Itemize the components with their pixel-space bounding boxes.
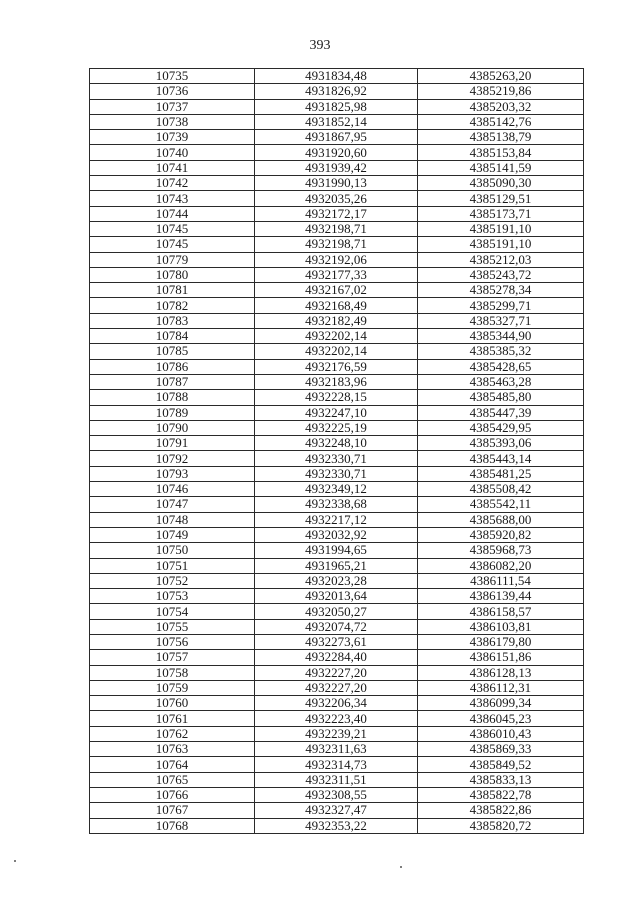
table-body (90, 69, 584, 834)
x-coordinate-cell: 4931965,21 (255, 558, 418, 573)
table-row (90, 344, 584, 359)
table-row (90, 69, 584, 84)
x-coordinate-cell: 4932338,68 (255, 497, 418, 512)
point-number-cell: 10742 (90, 176, 255, 191)
x-coordinate-cell: 4932311,51 (255, 772, 418, 787)
point-number-cell: 10756 (90, 634, 255, 649)
table-row (90, 283, 584, 298)
y-coordinate-cell: 4385263,20 (418, 69, 584, 84)
table-row (90, 237, 584, 252)
table-row (90, 512, 584, 527)
point-number-cell: 10793 (90, 466, 255, 481)
table-row (90, 527, 584, 542)
table-row (90, 359, 584, 374)
table-row (90, 818, 584, 833)
y-coordinate-cell: 4385142,76 (418, 114, 584, 129)
y-coordinate-cell: 4385508,42 (418, 482, 584, 497)
y-coordinate-cell: 4385191,10 (418, 221, 584, 236)
table-row (90, 665, 584, 680)
table-row (90, 405, 584, 420)
y-coordinate-cell: 4385203,32 (418, 99, 584, 114)
point-number-cell: 10786 (90, 359, 255, 374)
coordinates-table (89, 68, 584, 834)
x-coordinate-cell: 4932172,17 (255, 206, 418, 221)
point-number-cell: 10761 (90, 711, 255, 726)
y-coordinate-cell: 4385542,11 (418, 497, 584, 512)
x-coordinate-cell: 4932192,06 (255, 252, 418, 267)
point-number-cell: 10746 (90, 482, 255, 497)
point-number-cell: 10758 (90, 665, 255, 680)
table-row (90, 191, 584, 206)
y-coordinate-cell: 4386179,80 (418, 634, 584, 649)
table-row (90, 451, 584, 466)
x-coordinate-cell: 4932349,12 (255, 482, 418, 497)
point-number-cell: 10762 (90, 726, 255, 741)
table-row (90, 680, 584, 695)
point-number-cell: 10782 (90, 298, 255, 313)
point-number-cell: 10767 (90, 803, 255, 818)
table-row (90, 374, 584, 389)
table-row (90, 313, 584, 328)
x-coordinate-cell: 4932035,26 (255, 191, 418, 206)
table-row (90, 619, 584, 634)
table-row (90, 604, 584, 619)
point-number-cell: 10780 (90, 267, 255, 282)
table-row (90, 298, 584, 313)
x-coordinate-cell: 4932247,10 (255, 405, 418, 420)
x-coordinate-cell: 4931994,65 (255, 543, 418, 558)
y-coordinate-cell: 4385849,52 (418, 757, 584, 772)
x-coordinate-cell: 4931920,60 (255, 145, 418, 160)
x-coordinate-cell: 4932177,33 (255, 267, 418, 282)
point-number-cell: 10748 (90, 512, 255, 527)
x-coordinate-cell: 4932032,92 (255, 527, 418, 542)
point-number-cell: 10781 (90, 283, 255, 298)
y-coordinate-cell: 4385138,79 (418, 130, 584, 145)
x-coordinate-cell: 4932206,34 (255, 696, 418, 711)
y-coordinate-cell: 4386099,34 (418, 696, 584, 711)
x-coordinate-cell: 4931990,13 (255, 176, 418, 191)
x-coordinate-cell: 4932273,61 (255, 634, 418, 649)
scan-speck (400, 866, 402, 868)
y-coordinate-cell: 4386158,57 (418, 604, 584, 619)
table-row (90, 589, 584, 604)
y-coordinate-cell: 4385920,82 (418, 527, 584, 542)
point-number-cell: 10741 (90, 160, 255, 175)
y-coordinate-cell: 4385822,78 (418, 787, 584, 802)
table-row (90, 436, 584, 451)
y-coordinate-cell: 4385327,71 (418, 313, 584, 328)
x-coordinate-cell: 4932353,22 (255, 818, 418, 833)
y-coordinate-cell: 4385212,03 (418, 252, 584, 267)
table-row (90, 787, 584, 802)
x-coordinate-cell: 4931826,92 (255, 84, 418, 99)
table-row (90, 650, 584, 665)
y-coordinate-cell: 4385481,25 (418, 466, 584, 481)
x-coordinate-cell: 4932198,71 (255, 221, 418, 236)
table-row (90, 711, 584, 726)
point-number-cell: 10745 (90, 221, 255, 236)
point-number-cell: 10789 (90, 405, 255, 420)
point-number-cell: 10768 (90, 818, 255, 833)
point-number-cell: 10735 (90, 69, 255, 84)
point-number-cell: 10736 (90, 84, 255, 99)
y-coordinate-cell: 4385485,80 (418, 390, 584, 405)
x-coordinate-cell: 4932050,27 (255, 604, 418, 619)
point-number-cell: 10792 (90, 451, 255, 466)
table-row (90, 390, 584, 405)
y-coordinate-cell: 4385822,86 (418, 803, 584, 818)
y-coordinate-cell: 4385191,10 (418, 237, 584, 252)
point-number-cell: 10745 (90, 237, 255, 252)
point-number-cell: 10766 (90, 787, 255, 802)
y-coordinate-cell: 4385820,72 (418, 818, 584, 833)
y-coordinate-cell: 4386045,23 (418, 711, 584, 726)
table-row (90, 252, 584, 267)
x-coordinate-cell: 4932013,64 (255, 589, 418, 604)
x-coordinate-cell: 4932314,73 (255, 757, 418, 772)
y-coordinate-cell: 4385428,65 (418, 359, 584, 374)
x-coordinate-cell: 4932284,40 (255, 650, 418, 665)
point-number-cell: 10750 (90, 543, 255, 558)
x-coordinate-cell: 4932176,59 (255, 359, 418, 374)
x-coordinate-cell: 4931834,48 (255, 69, 418, 84)
point-number-cell: 10790 (90, 420, 255, 435)
y-coordinate-cell: 4386010,43 (418, 726, 584, 741)
table-row (90, 573, 584, 588)
point-number-cell: 10764 (90, 757, 255, 772)
x-coordinate-cell: 4931939,42 (255, 160, 418, 175)
x-coordinate-cell: 4932198,71 (255, 237, 418, 252)
y-coordinate-cell: 4386082,20 (418, 558, 584, 573)
x-coordinate-cell: 4931825,98 (255, 99, 418, 114)
y-coordinate-cell: 4386151,86 (418, 650, 584, 665)
table-row (90, 130, 584, 145)
scan-speck (14, 860, 16, 862)
table-row (90, 145, 584, 160)
point-number-cell: 10754 (90, 604, 255, 619)
point-number-cell: 10749 (90, 527, 255, 542)
point-number-cell: 10755 (90, 619, 255, 634)
y-coordinate-cell: 4385243,72 (418, 267, 584, 282)
x-coordinate-cell: 4932202,14 (255, 329, 418, 344)
table-row (90, 543, 584, 558)
y-coordinate-cell: 4385869,33 (418, 742, 584, 757)
x-coordinate-cell: 4932311,63 (255, 742, 418, 757)
y-coordinate-cell: 4385129,51 (418, 191, 584, 206)
point-number-cell: 10739 (90, 130, 255, 145)
x-coordinate-cell: 4932330,71 (255, 451, 418, 466)
y-coordinate-cell: 4385447,39 (418, 405, 584, 420)
x-coordinate-cell: 4932167,02 (255, 283, 418, 298)
point-number-cell: 10738 (90, 114, 255, 129)
point-number-cell: 10759 (90, 680, 255, 695)
table-row (90, 420, 584, 435)
point-number-cell: 10752 (90, 573, 255, 588)
table-row (90, 99, 584, 114)
x-coordinate-cell: 4932183,96 (255, 374, 418, 389)
point-number-cell: 10785 (90, 344, 255, 359)
y-coordinate-cell: 4385443,14 (418, 451, 584, 466)
table-row (90, 176, 584, 191)
y-coordinate-cell: 4386111,54 (418, 573, 584, 588)
table-row (90, 114, 584, 129)
y-coordinate-cell: 4386139,44 (418, 589, 584, 604)
x-coordinate-cell: 4931867,95 (255, 130, 418, 145)
point-number-cell: 10740 (90, 145, 255, 160)
x-coordinate-cell: 4932227,20 (255, 665, 418, 680)
table-row (90, 221, 584, 236)
y-coordinate-cell: 4386128,13 (418, 665, 584, 680)
y-coordinate-cell: 4385153,84 (418, 145, 584, 160)
y-coordinate-cell: 4386103,81 (418, 619, 584, 634)
point-number-cell: 10744 (90, 206, 255, 221)
y-coordinate-cell: 4385173,71 (418, 206, 584, 221)
table-row (90, 160, 584, 175)
x-coordinate-cell: 4932202,14 (255, 344, 418, 359)
point-number-cell: 10757 (90, 650, 255, 665)
point-number-cell: 10743 (90, 191, 255, 206)
x-coordinate-cell: 4932227,20 (255, 680, 418, 695)
y-coordinate-cell: 4385385,32 (418, 344, 584, 359)
table-row (90, 742, 584, 757)
point-number-cell: 10753 (90, 589, 255, 604)
page-number: 393 (309, 38, 331, 53)
y-coordinate-cell: 4385833,13 (418, 772, 584, 787)
y-coordinate-cell: 4386112,31 (418, 680, 584, 695)
x-coordinate-cell: 4931852,14 (255, 114, 418, 129)
x-coordinate-cell: 4932248,10 (255, 436, 418, 451)
x-coordinate-cell: 4932074,72 (255, 619, 418, 634)
x-coordinate-cell: 4932182,49 (255, 313, 418, 328)
table-row (90, 634, 584, 649)
y-coordinate-cell: 4385278,34 (418, 283, 584, 298)
table-row (90, 329, 584, 344)
x-coordinate-cell: 4932327,47 (255, 803, 418, 818)
x-coordinate-cell: 4932223,40 (255, 711, 418, 726)
table-row (90, 696, 584, 711)
y-coordinate-cell: 4385393,06 (418, 436, 584, 451)
y-coordinate-cell: 4385299,71 (418, 298, 584, 313)
x-coordinate-cell: 4932217,12 (255, 512, 418, 527)
x-coordinate-cell: 4932308,55 (255, 787, 418, 802)
point-number-cell: 10737 (90, 99, 255, 114)
x-coordinate-cell: 4932330,71 (255, 466, 418, 481)
y-coordinate-cell: 4385463,28 (418, 374, 584, 389)
y-coordinate-cell: 4385090,30 (418, 176, 584, 191)
x-coordinate-cell: 4932228,15 (255, 390, 418, 405)
table-row (90, 726, 584, 741)
point-number-cell: 10760 (90, 696, 255, 711)
point-number-cell: 10783 (90, 313, 255, 328)
table-row (90, 497, 584, 512)
point-number-cell: 10747 (90, 497, 255, 512)
point-number-cell: 10788 (90, 390, 255, 405)
table-row (90, 466, 584, 481)
y-coordinate-cell: 4385429,95 (418, 420, 584, 435)
x-coordinate-cell: 4932168,49 (255, 298, 418, 313)
point-number-cell: 10763 (90, 742, 255, 757)
y-coordinate-cell: 4385968,73 (418, 543, 584, 558)
table-row (90, 267, 584, 282)
table-row (90, 206, 584, 221)
y-coordinate-cell: 4385688,00 (418, 512, 584, 527)
x-coordinate-cell: 4932225,19 (255, 420, 418, 435)
table-row (90, 558, 584, 573)
point-number-cell: 10784 (90, 329, 255, 344)
point-number-cell: 10765 (90, 772, 255, 787)
point-number-cell: 10751 (90, 558, 255, 573)
x-coordinate-cell: 4932023,28 (255, 573, 418, 588)
table-row (90, 84, 584, 99)
point-number-cell: 10791 (90, 436, 255, 451)
point-number-cell: 10787 (90, 374, 255, 389)
x-coordinate-cell: 4932239,21 (255, 726, 418, 741)
y-coordinate-cell: 4385219,86 (418, 84, 584, 99)
point-number-cell: 10779 (90, 252, 255, 267)
table-row (90, 482, 584, 497)
table-row (90, 803, 584, 818)
y-coordinate-cell: 4385344,90 (418, 329, 584, 344)
y-coordinate-cell: 4385141,59 (418, 160, 584, 175)
table-row (90, 772, 584, 787)
table-row (90, 757, 584, 772)
